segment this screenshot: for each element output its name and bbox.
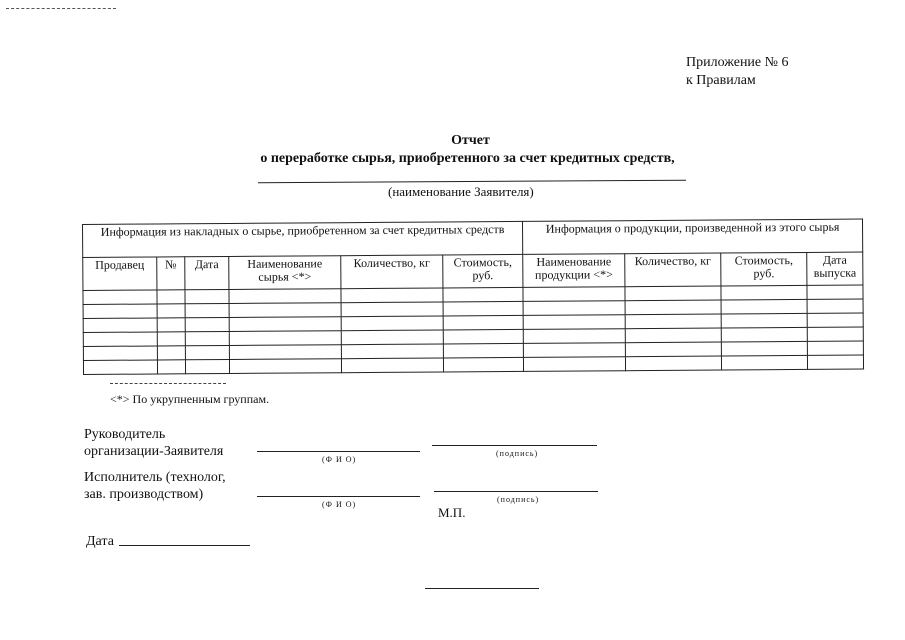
table-cell[interactable] — [341, 316, 443, 331]
col-number: № — [157, 257, 185, 290]
table-cell[interactable] — [185, 289, 229, 303]
table-cell[interactable] — [523, 287, 625, 302]
table-cell[interactable] — [229, 317, 341, 332]
head-fio-caption: (Ф И О) — [322, 455, 357, 464]
table-cell[interactable] — [157, 290, 185, 304]
table-cell[interactable] — [721, 327, 807, 342]
col-raw-material-name: Наименование сырья <*> — [229, 256, 341, 290]
table-cell[interactable] — [83, 318, 157, 333]
group-header-products: Информация о продукции, произведенной из этого сырья — [523, 219, 863, 254]
executor-signature-caption: (подпись) — [497, 495, 540, 504]
report-subtitle: о переработке сырья, приобретенного за счет кредитных средств, — [260, 151, 675, 166]
applicant-name-caption: (наименование Заявителя) — [388, 184, 534, 199]
table-cell[interactable] — [157, 304, 185, 318]
table-cell[interactable] — [341, 358, 443, 373]
col-product-name: Наименование продукции <*> — [523, 254, 625, 288]
table-cell[interactable] — [523, 301, 625, 316]
table-cell[interactable] — [185, 317, 229, 331]
table-cell[interactable] — [721, 355, 807, 370]
table-cell[interactable] — [157, 346, 185, 360]
table-cell[interactable] — [341, 344, 443, 359]
table-cell[interactable] — [229, 345, 341, 360]
table-cell[interactable] — [443, 301, 523, 316]
table-cell[interactable] — [625, 328, 721, 343]
report-title: Отчет — [451, 133, 490, 148]
table-cell[interactable] — [157, 318, 185, 332]
table-cell[interactable] — [443, 329, 523, 344]
appendix-header — [686, 54, 789, 90]
table-cell[interactable] — [229, 359, 341, 374]
table-cell[interactable] — [625, 314, 721, 329]
table-cell[interactable] — [443, 287, 523, 302]
table-cell[interactable] — [721, 313, 807, 328]
table-cell[interactable] — [83, 304, 157, 319]
table-cell[interactable] — [721, 341, 807, 356]
table-cell[interactable] — [443, 357, 523, 372]
table-body — [83, 285, 864, 374]
col-product-cost: Стоимость, руб. — [721, 252, 807, 286]
scan-edge-mark — [6, 8, 116, 9]
col-date: Дата — [185, 256, 229, 289]
date-label: Дата — [86, 534, 114, 549]
table-cell[interactable] — [626, 356, 722, 371]
table-cell[interactable] — [625, 286, 721, 301]
table-cell[interactable] — [807, 299, 863, 313]
table-cell[interactable] — [807, 285, 863, 299]
executor-fio-line[interactable] — [257, 496, 420, 497]
appendix-number: Приложение № 6 — [686, 55, 789, 70]
table-cell[interactable] — [229, 331, 341, 346]
table-cell[interactable] — [341, 288, 443, 303]
table-cell[interactable] — [229, 303, 341, 318]
report-table — [82, 219, 864, 375]
head-fio-line[interactable] — [257, 451, 420, 452]
table-cell[interactable] — [185, 345, 229, 359]
table-cell[interactable] — [807, 355, 863, 369]
table-cell[interactable] — [807, 327, 863, 341]
col-raw-cost: Стоимость, руб. — [443, 254, 523, 288]
table-cell[interactable] — [185, 359, 229, 373]
footnote-divider — [110, 383, 226, 384]
executor-signature-label — [84, 469, 226, 503]
table-cell[interactable] — [185, 303, 229, 317]
table-cell[interactable] — [157, 360, 185, 374]
table-cell[interactable] — [625, 300, 721, 315]
footnote: <*> По укрупненным группам. — [110, 392, 270, 406]
table-cell[interactable] — [443, 343, 523, 358]
table-cell[interactable] — [721, 299, 807, 314]
bottom-rule — [425, 588, 539, 589]
date-line[interactable] — [119, 545, 250, 546]
table-cell[interactable] — [341, 302, 443, 317]
table-cell[interactable] — [229, 289, 341, 304]
table-cell[interactable] — [341, 330, 443, 345]
col-seller: Продавец — [83, 257, 157, 291]
executor-fio-caption: (Ф И О) — [322, 500, 357, 509]
table-cell[interactable] — [523, 315, 625, 330]
executor-label-line1: Исполнитель (технолог, — [84, 470, 226, 485]
table-cell[interactable] — [721, 285, 807, 300]
table-cell[interactable] — [523, 343, 625, 358]
head-label-line2: организации-Заявителя — [84, 444, 224, 459]
head-label-line1: Руководитель — [84, 427, 166, 442]
stamp-placeholder: М.П. — [438, 505, 466, 520]
table-cell[interactable] — [523, 329, 625, 344]
table-cell[interactable] — [524, 357, 626, 372]
table-cell[interactable] — [157, 332, 185, 346]
table-cell[interactable] — [83, 332, 157, 347]
head-signature-caption: (подпись) — [496, 449, 539, 458]
table-cell[interactable] — [625, 342, 721, 357]
table-cell[interactable] — [83, 360, 157, 375]
table-cell[interactable] — [443, 315, 523, 330]
col-raw-quantity: Количество, кг — [341, 255, 443, 289]
executor-label-line2: зав. производством) — [84, 487, 204, 502]
table-cell[interactable] — [185, 331, 229, 345]
applicant-name-line — [258, 180, 686, 184]
table-cell[interactable] — [83, 290, 157, 305]
appendix-rules: к Правилам — [686, 73, 756, 88]
col-release-date: Дата выпуска — [807, 252, 863, 285]
executor-signature-line[interactable] — [434, 491, 598, 492]
group-header-raw-materials: Информация из накладных о сырье, приобретенном за счет кредитных средств — [83, 221, 523, 257]
head-signature-label — [84, 426, 223, 460]
table-cell[interactable] — [807, 313, 863, 327]
head-signature-line[interactable] — [432, 445, 597, 446]
table-cell[interactable] — [83, 346, 157, 361]
table-cell[interactable] — [807, 341, 863, 355]
col-product-quantity: Количество, кг — [625, 253, 721, 287]
